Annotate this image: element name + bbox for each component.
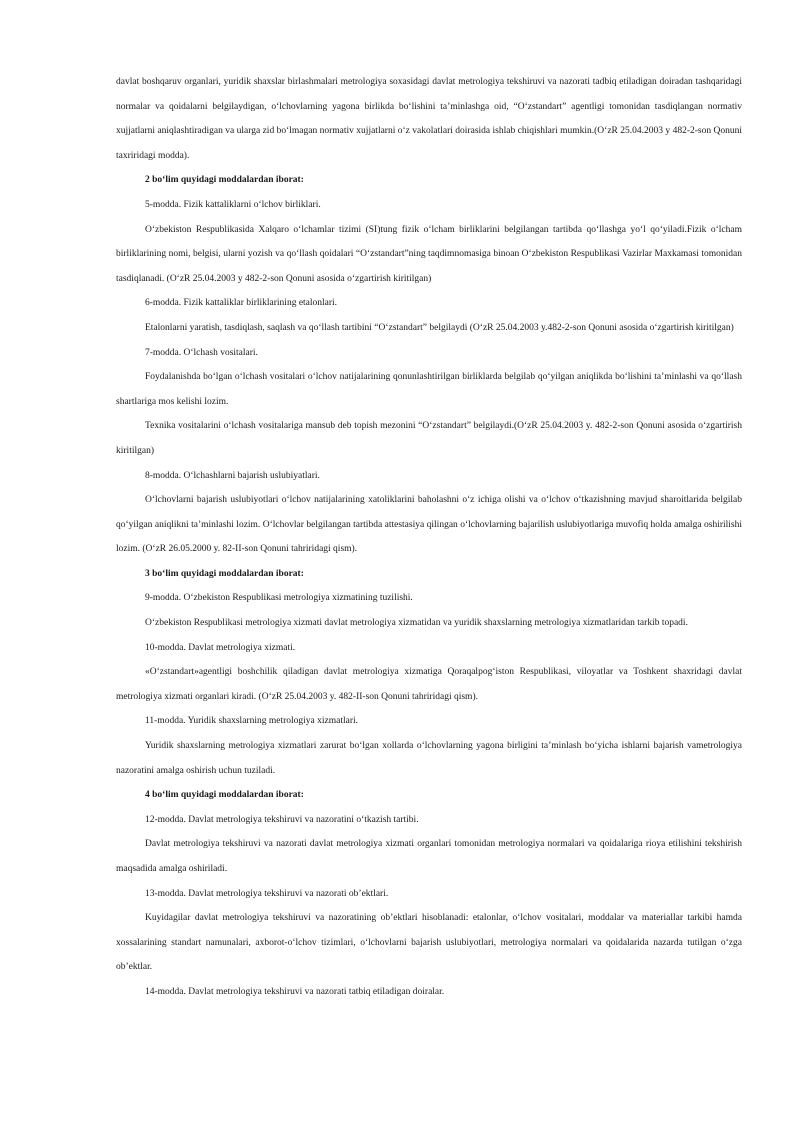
document-page: [116, 70, 742, 1005]
article-title-9: 9-modda. O‘zbekiston Respublikasi metrologiya xizmatining tuzilishi.: [145, 593, 413, 604]
article-body-10: «O‘zstandart»agentligi boshchilik qiladigan davlat metrologiya xizmatiga Qoraqalpog‘iston Respublikasi, viloyatlar va Toshkent shaxridagi davlat metrologiya xizmati organlari kiradi. (O‘zR 25.04.2003 y. 482-II-son Qonuni tahriridagi qism).: [116, 667, 742, 702]
article-title-12: 12-modda. Davlat metrologiya tekshiruvi va nazoratini o‘tkazish tartibi.: [145, 814, 419, 825]
article-body-9: O‘zbekiston Respublikasi metrologiya xizmati davlat metrologiya xizmatidan va yuridik shaxslarning metrologiya xizmatlaridan tarkib topadi.: [145, 618, 688, 629]
article-body-7-part-2: Texnika vositalarini o‘lchash vositalariga mansub deb topish mezonini “O‘zstandart” belgilaydi.(O‘zR 25.04.2003 y. 482-2-son Qonuni asosida o‘zgartirish kiritilgan): [116, 421, 742, 456]
article-title-11: 11-modda. Yuridik shaxslarning metrologiya xizmatlari.: [145, 716, 358, 727]
article-title-8: 8-modda. O‘lchashlarni bajarish uslubiyatlari.: [145, 470, 320, 481]
article-body-13: Kuyidagilar davlat metrologiya tekshiruvi va nazoratining ob’ektlari hisoblanadi: etalonlar, o‘lchov vositalari, moddalar va materiallar tarkibi hamda xossalarining standart namunalari, axborot-o‘lchov tizimlari, o‘lchovlarni bajarish uslubiyotlari, metrologiya normalari va qoidalarida nazarda tutilgan o‘zga ob’ektlar.: [116, 913, 742, 973]
article-title-6: 6-modda. Fizik kattaliklar birliklarining etalonlari.: [145, 298, 338, 309]
article-title-14: 14-modda. Davlat metrologiya tekshiruvi va nazorati tatbiq etiladigan doiralar.: [145, 986, 445, 997]
article-body-6: Etalonlarni yaratish, tasdiqlash, saqlash va qo‘llash tartibini “O‘zstandart” belgilaydi (O‘zR 25.04.2003 y.482-2-son Qonuni asosida o‘zgartirish kiritilgan): [145, 322, 734, 333]
section-heading-4: 4 bo‘lim quyidagi moddalardan iborat:: [145, 790, 304, 801]
article-body-5: O‘zbekiston Respublikasida Xalqaro o‘lchamlar tizimi (SI)tung fizik o‘lcham birliklarini belgilangan tartibda qo‘llashga yo‘l qo‘yiladi.Fizik o‘lcham birliklarining nomi, belgisi, ularni yozish va qo‘llash qoidalari “O‘zstandart”ning taqdimnomasiga binoan O‘zbekiston Respublikasi Vazirlar Maxkamasi tomonidan tasdiqlanadi. (O‘zR 25.04.2003 y 482-2-son Qonuni asosida o‘zgartirish kiritilgan): [116, 224, 742, 284]
section-heading-3: 3 bo‘lim quyidagi moddalardan iborat:: [145, 568, 304, 579]
article-title-7: 7-modda. O‘lchash vositalari.: [145, 347, 258, 358]
article-body-7-part-1: Foydalanishda bo‘lgan o‘lchash vositalari o‘lchov natijalarining qonunlashtirilgan birliklarda belgilab qo‘yilgan aniqlikda bo‘lishini ta’minlashi va qo‘llash shartlariga mos kelishi lozim.: [116, 372, 742, 407]
article-body-8: O‘lchovlarni bajarish uslubiyotlari o‘lchov natijalarining xatoliklarini baholashni o‘z ichiga olishi va o‘lchov o‘tkazishning mavjud sharoitlarida belgilab qo‘yilgan aniqlikni ta’minlashi lozim. O‘lchovlar belgilangan tartibda attestasiya qilingan o‘lchovlarning bajarilish uslubiyotlariga muvofiq holda amalga oshirilishi lozim. (O‘zR 26.05.2000 y. 82-II-son Qonuni tahriridagi qism).: [116, 495, 742, 555]
article-body-12: Davlat metrologiya tekshiruvi va nazorati davlat metrologiya xizmati organlari tomonidan metrologiya normalari va qoidalariga rioya etilishini tekshirish maqsadida amalga oshiriladi.: [116, 839, 742, 874]
paragraph-continuation: davlat boshqaruv organlari, yuridik shaxslar birlashmalari metrologiya soxasidagi davlat metrologiya tekshiruvi va nazorati tadbiq etiladigan doiradan tashqaridagi normalar va qoidalarni belgilaydigan, o‘lchovlarning yagona birlikda bo‘lishini ta’minlashga oid, “O‘zstandart” agentligi tomonidan tasdiqlangan normativ xujjatlarni aniqlashtiradigan va ularga zid bo‘lmagan normativ xujjatlarni o‘z vakolatlari doirasida ishlab chiqishlari mumkin.(O‘zR 25.04.2003 y 482-2-son Qonuni taxriridagi modda).: [116, 77, 742, 161]
article-body-11: Yuridik shaxslarning metrologiya xizmatlari zarurat bo‘lgan xollarda o‘lchovlarning yagona birligini ta’minlash bo‘yicha ishlarni bajarish vametrologiya nazoratini amalga oshirish uchun tuziladi.: [116, 741, 742, 776]
article-title-5: 5-modda. Fizik kattaliklarni o‘lchov birliklari.: [145, 199, 321, 210]
section-heading-2: 2 bo‘lim quyidagi moddalardan iborat:: [145, 175, 304, 186]
article-title-10: 10-modda. Davlat metrologiya xizmati.: [145, 642, 296, 653]
article-title-13: 13-modda. Davlat metrologiya tekshiruvi va nazorati ob’ektlari.: [145, 888, 389, 899]
